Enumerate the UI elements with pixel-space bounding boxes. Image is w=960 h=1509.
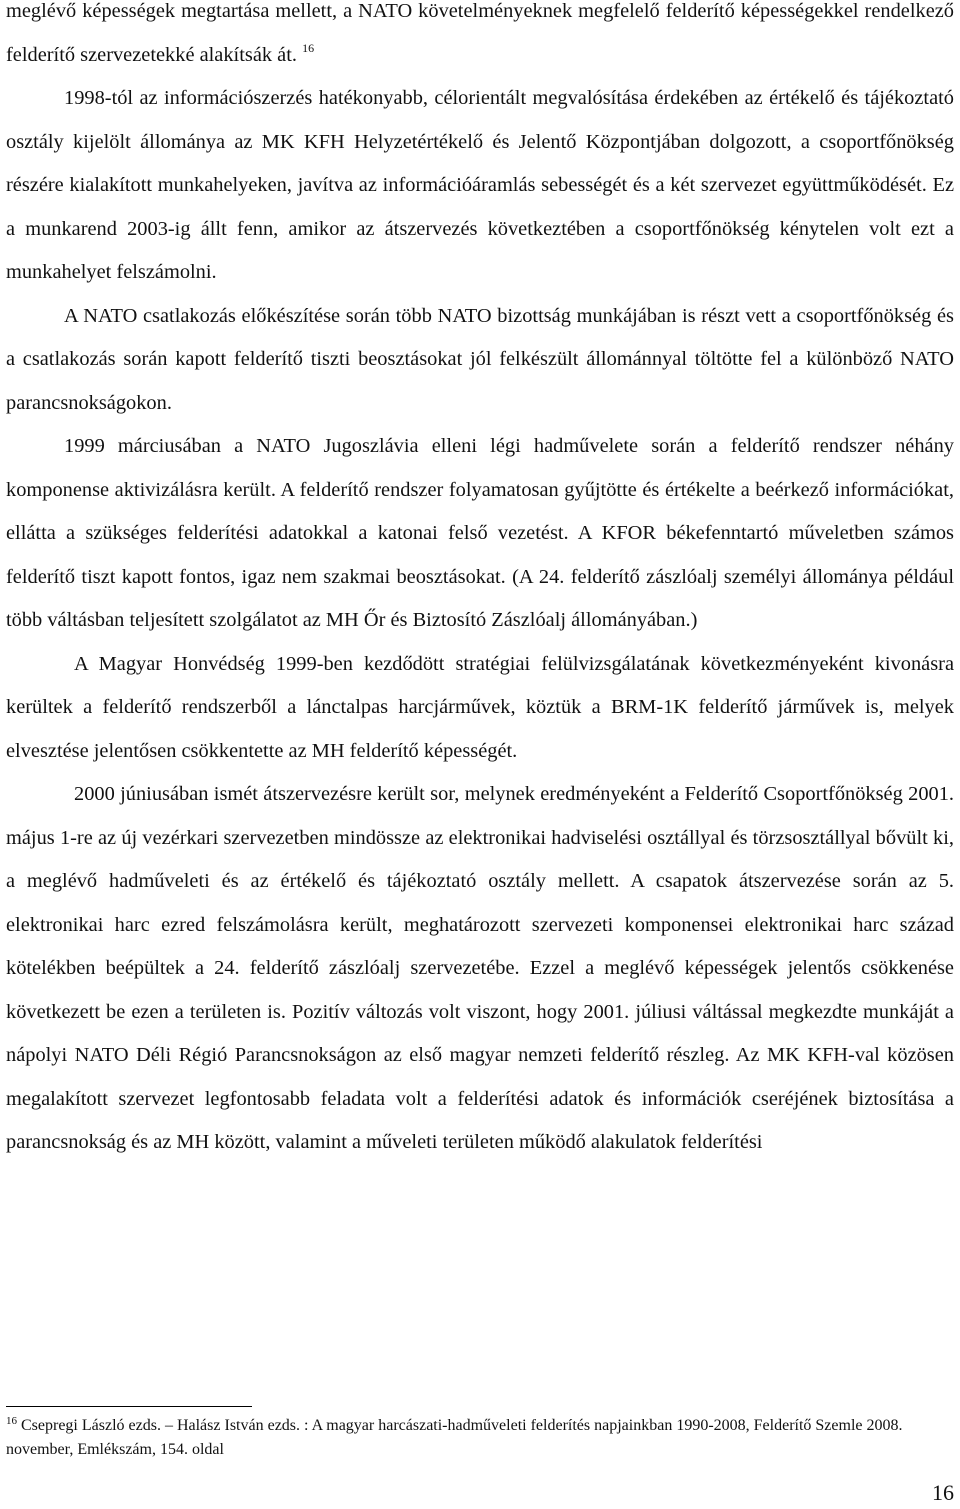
- page-number: 16: [932, 1480, 954, 1505]
- document-body: [6, 0, 954, 1165]
- paragraph: A NATO csatlakozás előkészítése során több NATO bizottság munkájában is részt vett a csoportfőnökség és a csatlakozás során kapott felderítő tiszti beosztásokat jól felkészült állománnyal töltötte fel a különböző NATO parancsnokságokon.: [6, 304, 954, 414]
- paragraph: 2000 júniusában ismét átszervezésre került sor, melynek eredményeként a Felderítő Csoportfőnökség 2001. május 1-re az új vezérkari szervezetben mindössze az elektronikai hadviselési osztállyal és törzsosztállyal bővült ki, a meglévő hadműveleti és az értékelő és tájékoztató osztály mellett. A csapatok átszervezése során az 5. elektronikai harc ezred felszámolásra került, meghatározott szervezeti komponensei elektronikai harc század kötelékben beépültek a 24. felderítő zászlóalj szervezetébe. Ezzel a meglévő képességek jelentős csökkenése következett be ezen a területen is. Pozitív változás volt viszont, hogy 2001. júliusi váltással megkezdte munkáját a nápolyi NATO Déli Régió Parancsnokságon az első magyar nemzeti felderítő részleg. Az MK KFH-val közösen megalakított szervezet legfontosabb feladata volt a felderítési adatok és információk cseréjének biztosítása a parancsnokság és az MH között, valamint a műveleti területen működő alakulatok felderítési: [6, 783, 954, 1153]
- footnote-reference[interactable]: 16: [302, 40, 315, 55]
- paragraph-text: meglévő képességek megtartása mellett, a NATO követelményeknek megfelelő felderítő képességekkel rendelkező felderítő szervezetekké alakítsák át.: [6, 0, 954, 66]
- paragraph: 1999 márciusában a NATO Jugoszlávia elleni légi hadművelete során a felderítő rendszer néhány komponense aktivizálásra került. A felderítő rendszer folyamatosan gyűjtötte és értékelte a beérkező információkat, ellátta a szükséges felderítési adatokkal a katonai felső vezetést. A KFOR békefenntartó műveletben számos felderítő tiszt kapott fontos, igaz nem szakmai beosztásokat. (A 24. felderítő zászlóalj személyi állománya például több váltásban teljesített szolgálatot az MH Őr és Biztosító Zászlóalj állományában.): [6, 435, 954, 631]
- paragraph: 1998-tól az információszerzés hatékonyabb, célorientált megvalósítása érdekében az értékelő és tájékoztató osztály kijelölt állománya az MK KFH Helyzetértékelő és Jelentő Központjában dolgozott, a csoportfőnökség részére kialakított munkahelyeken, javítva az információáramlás sebességét és a két szervezet együttműködését. Ez a munkarend 2003-ig állt fenn, amikor az átszervezés következtében a csoportfőnökség kénytelen volt ezt a munkahelyet felszámolni.: [6, 87, 954, 283]
- footnote: [6, 1414, 946, 1462]
- footnote-separator: [6, 1406, 252, 1407]
- paragraph-continued: [6, 0, 954, 77]
- footnote-text: Csepregi László ezds. – Halász István ezds. : A magyar harcászati-hadműveleti felderítés napjainkban 1990-2008, Felderítő Szemle 2008. november, Emlékszám, 154. oldal: [6, 1417, 903, 1458]
- paragraph: A Magyar Honvédség 1999-ben kezdődött stratégiai felülvizsgálatának következményeként kivonásra kerültek a felderítő rendszerből a lánctalpas harcjárművek, köztük a BRM-1K felderítő járművek is, melyek elvesztése jelentősen csökkentette az MH felderítő képességét.: [6, 652, 954, 762]
- footnote-number: 16: [6, 1415, 17, 1427]
